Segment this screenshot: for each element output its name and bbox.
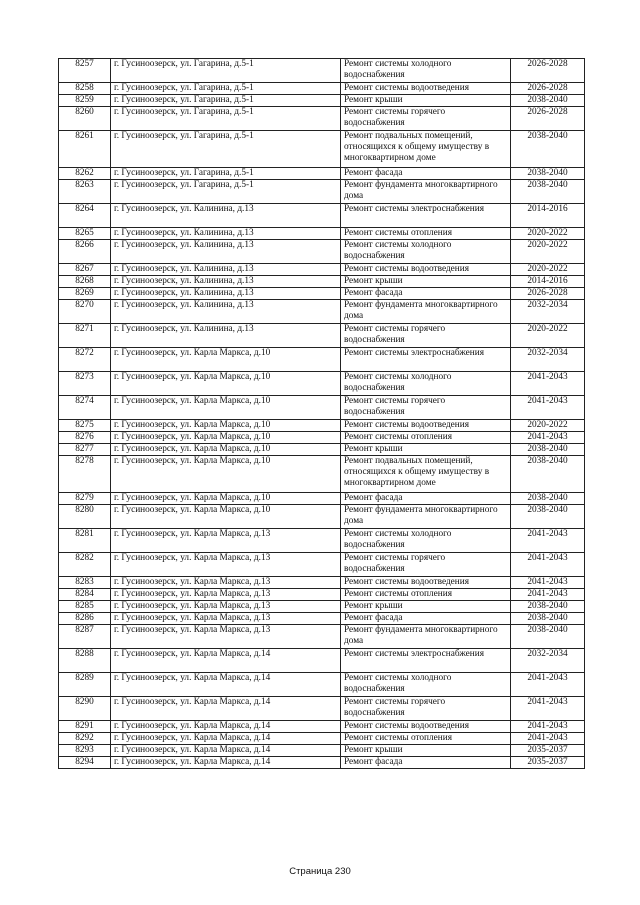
row-number-cell: 8262 [59,168,111,180]
work-type-cell: Ремонт системы холодного водоснабжения [341,372,511,396]
row-number-cell: 8274 [59,396,111,420]
row-number-cell: 8275 [59,420,111,432]
address-cell: г. Гусиноозерск, ул. Гагарина, д.5-1 [111,107,341,131]
row-number-cell: 8287 [59,625,111,649]
work-type-cell: Ремонт системы электроснабжения [341,649,511,673]
address-cell: г. Гусиноозерск, ул. Карла Маркса, д.14 [111,697,341,721]
address-cell: г. Гусиноозерск, ул. Калинина, д.13 [111,276,341,288]
address-cell: г. Гусиноозерск, ул. Карла Маркса, д.14 [111,733,341,745]
table-row [59,733,585,745]
period-cell: 2032-2034 [511,649,585,673]
address-cell: г. Гусиноозерск, ул. Калинина, д.13 [111,240,341,264]
period-cell: 2038-2040 [511,456,585,493]
address-cell: г. Гусиноозерск, ул. Карла Маркса, д.10 [111,348,341,372]
work-type-cell: Ремонт системы холодного водоснабжения [341,59,511,83]
period-cell: 2041-2043 [511,589,585,601]
work-type-cell: Ремонт системы горячего водоснабжения [341,697,511,721]
table-row [59,348,585,372]
work-type-cell: Ремонт системы отопления [341,589,511,601]
period-cell: 2014-2016 [511,204,585,228]
address-cell: г. Гусиноозерск, ул. Калинина, д.13 [111,204,341,228]
row-number-cell: 8271 [59,324,111,348]
table-row [59,721,585,733]
address-cell: г. Гусиноозерск, ул. Карла Маркса, д.13 [111,577,341,589]
period-cell: 2032-2034 [511,348,585,372]
row-number-cell: 8291 [59,721,111,733]
row-number-cell: 8294 [59,757,111,769]
period-cell: 2038-2040 [511,493,585,505]
row-number-cell: 8266 [59,240,111,264]
row-number-cell: 8293 [59,745,111,757]
row-number-cell: 8267 [59,264,111,276]
period-cell: 2038-2040 [511,505,585,529]
period-cell: 2041-2043 [511,673,585,697]
period-cell: 2041-2043 [511,577,585,589]
table-row [59,613,585,625]
row-number-cell: 8286 [59,613,111,625]
row-number-cell: 8276 [59,432,111,444]
table-row [59,432,585,444]
row-number-cell: 8264 [59,204,111,228]
work-type-cell: Ремонт системы водоотведения [341,721,511,733]
row-number-cell: 8281 [59,529,111,553]
table-row [59,529,585,553]
work-type-cell: Ремонт системы холодного водоснабжения [341,529,511,553]
work-type-cell: Ремонт системы водоотведения [341,83,511,95]
table-row [59,493,585,505]
address-cell: г. Гусиноозерск, ул. Карла Маркса, д.13 [111,601,341,613]
table-row [59,83,585,95]
address-cell: г. Гусиноозерск, ул. Карла Маркса, д.14 [111,721,341,733]
work-type-cell: Ремонт системы горячего водоснабжения [341,107,511,131]
address-cell: г. Гусиноозерск, ул. Карла Маркса, д.13 [111,553,341,577]
period-cell: 2041-2043 [511,697,585,721]
period-cell: 2041-2043 [511,372,585,396]
address-cell: г. Гусиноозерск, ул. Карла Маркса, д.14 [111,649,341,673]
address-cell: г. Гусиноозерск, ул. Карла Маркса, д.10 [111,420,341,432]
work-type-cell: Ремонт системы горячего водоснабжения [341,324,511,348]
period-cell: 2020-2022 [511,264,585,276]
row-number-cell: 8279 [59,493,111,505]
table-row [59,131,585,168]
period-cell: 2020-2022 [511,324,585,348]
work-type-cell: Ремонт системы горячего водоснабжения [341,396,511,420]
address-cell: г. Гусиноозерск, ул. Гагарина, д.5-1 [111,131,341,168]
table-row [59,456,585,493]
row-number-cell: 8273 [59,372,111,396]
work-type-cell: Ремонт крыши [341,95,511,107]
address-cell: г. Гусиноозерск, ул. Карла Маркса, д.13 [111,529,341,553]
work-type-cell: Ремонт системы электроснабжения [341,348,511,372]
address-cell: г. Гусиноозерск, ул. Гагарина, д.5-1 [111,59,341,83]
work-type-cell: Ремонт крыши [341,276,511,288]
row-number-cell: 8269 [59,288,111,300]
address-cell: г. Гусиноозерск, ул. Карла Маркса, д.14 [111,673,341,697]
table-row [59,505,585,529]
row-number-cell: 8282 [59,553,111,577]
work-type-cell: Ремонт фасада [341,288,511,300]
address-cell: г. Гусиноозерск, ул. Калинина, д.13 [111,228,341,240]
address-cell: г. Гусиноозерск, ул. Карла Маркса, д.10 [111,505,341,529]
work-type-cell: Ремонт крыши [341,745,511,757]
work-type-cell: Ремонт фундамента многоквартирного дома [341,625,511,649]
address-cell: г. Гусиноозерск, ул. Карла Маркса, д.14 [111,757,341,769]
table-row [59,372,585,396]
address-cell: г. Гусиноозерск, ул. Карла Маркса, д.10 [111,432,341,444]
row-number-cell: 8277 [59,444,111,456]
row-number-cell: 8257 [59,59,111,83]
work-type-cell: Ремонт системы холодного водоснабжения [341,240,511,264]
address-cell: г. Гусиноозерск, ул. Карла Маркса, д.10 [111,493,341,505]
row-number-cell: 8270 [59,300,111,324]
period-cell: 2035-2037 [511,745,585,757]
period-cell: 2020-2022 [511,228,585,240]
address-cell: г. Гусиноозерск, ул. Калинина, д.13 [111,264,341,276]
period-cell: 2041-2043 [511,432,585,444]
work-type-cell: Ремонт системы отопления [341,432,511,444]
row-number-cell: 8278 [59,456,111,493]
table-row [59,757,585,769]
address-cell: г. Гусиноозерск, ул. Карла Маркса, д.13 [111,589,341,601]
period-cell: 2038-2040 [511,95,585,107]
table-row [59,324,585,348]
period-cell: 2020-2022 [511,420,585,432]
table-row [59,276,585,288]
work-type-cell: Ремонт подвальных помещений, относящихся к общему имуществу в многоквартирном доме [341,456,511,493]
period-cell: 2041-2043 [511,721,585,733]
table-row [59,589,585,601]
work-type-cell: Ремонт крыши [341,444,511,456]
address-cell: г. Гусиноозерск, ул. Карла Маркса, д.10 [111,372,341,396]
work-type-cell: Ремонт подвальных помещений, относящихся к общему имуществу в многоквартирном доме [341,131,511,168]
row-number-cell: 8268 [59,276,111,288]
table-row [59,577,585,589]
table-row [59,95,585,107]
row-number-cell: 8258 [59,83,111,95]
table-row [59,697,585,721]
work-type-cell: Ремонт фундамента многоквартирного дома [341,505,511,529]
address-cell: г. Гусиноозерск, ул. Гагарина, д.5-1 [111,180,341,204]
work-type-cell: Ремонт системы холодного водоснабжения [341,673,511,697]
table-row [59,59,585,83]
row-number-cell: 8272 [59,348,111,372]
work-type-cell: Ремонт фасада [341,493,511,505]
period-cell: 2038-2040 [511,625,585,649]
work-type-cell: Ремонт системы водоотведения [341,577,511,589]
work-type-cell: Ремонт крыши [341,601,511,613]
table-row [59,396,585,420]
row-number-cell: 8289 [59,673,111,697]
period-cell: 2038-2040 [511,168,585,180]
period-cell: 2038-2040 [511,601,585,613]
work-type-cell: Ремонт системы горячего водоснабжения [341,553,511,577]
table-row [59,625,585,649]
table-row [59,553,585,577]
table-row [59,180,585,204]
period-cell: 2020-2022 [511,240,585,264]
address-cell: г. Гусиноозерск, ул. Калинина, д.13 [111,288,341,300]
address-cell: г. Гусиноозерск, ул. Гагарина, д.5-1 [111,95,341,107]
row-number-cell: 8284 [59,589,111,601]
address-cell: г. Гусиноозерск, ул. Карла Маркса, д.13 [111,625,341,649]
row-number-cell: 8283 [59,577,111,589]
period-cell: 2038-2040 [511,444,585,456]
table-row [59,240,585,264]
period-cell: 2026-2028 [511,288,585,300]
row-number-cell: 8288 [59,649,111,673]
table-row [59,204,585,228]
period-cell: 2026-2028 [511,107,585,131]
table-row [59,673,585,697]
work-type-cell: Ремонт системы отопления [341,228,511,240]
table-row [59,107,585,131]
table-row [59,168,585,180]
address-cell: г. Гусиноозерск, ул. Карла Маркса, д.10 [111,396,341,420]
row-number-cell: 8261 [59,131,111,168]
table-row [59,228,585,240]
period-cell: 2032-2034 [511,300,585,324]
address-cell: г. Гусиноозерск, ул. Калинина, д.13 [111,324,341,348]
row-number-cell: 8280 [59,505,111,529]
work-type-cell: Ремонт фасада [341,613,511,625]
period-cell: 2041-2043 [511,553,585,577]
period-cell: 2038-2040 [511,180,585,204]
work-type-cell: Ремонт фасада [341,168,511,180]
work-type-cell: Ремонт фасада [341,757,511,769]
address-cell: г. Гусиноозерск, ул. Карла Маркса, д.13 [111,613,341,625]
address-cell: г. Гусиноозерск, ул. Гагарина, д.5-1 [111,83,341,95]
work-type-cell: Ремонт фундамента многоквартирного дома [341,180,511,204]
table-row [59,601,585,613]
page-number: Страница 230 [289,866,351,877]
row-number-cell: 8292 [59,733,111,745]
work-type-cell: Ремонт системы электроснабжения [341,204,511,228]
address-cell: г. Гусиноозерск, ул. Калинина, д.13 [111,300,341,324]
row-number-cell: 8263 [59,180,111,204]
row-number-cell: 8260 [59,107,111,131]
row-number-cell: 8285 [59,601,111,613]
address-cell: г. Гусиноозерск, ул. Карла Маркса, д.10 [111,456,341,493]
period-cell: 2026-2028 [511,83,585,95]
work-type-cell: Ремонт системы водоотведения [341,264,511,276]
table-row [59,444,585,456]
period-cell: 2041-2043 [511,733,585,745]
table-row [59,745,585,757]
row-number-cell: 8265 [59,228,111,240]
table-row [59,649,585,673]
address-cell: г. Гусиноозерск, ул. Карла Маркса, д.10 [111,444,341,456]
period-cell: 2038-2040 [511,613,585,625]
period-cell: 2035-2037 [511,757,585,769]
period-cell: 2026-2028 [511,59,585,83]
work-type-cell: Ремонт системы отопления [341,733,511,745]
period-cell: 2041-2043 [511,529,585,553]
period-cell: 2041-2043 [511,396,585,420]
row-number-cell: 8259 [59,95,111,107]
row-number-cell: 8290 [59,697,111,721]
work-schedule-table [58,58,585,769]
table-row [59,288,585,300]
table-row [59,420,585,432]
table-row [59,264,585,276]
period-cell: 2014-2016 [511,276,585,288]
table-body [59,59,585,769]
address-cell: г. Гусиноозерск, ул. Карла Маркса, д.14 [111,745,341,757]
table-row [59,300,585,324]
work-type-cell: Ремонт системы водоотведения [341,420,511,432]
work-type-cell: Ремонт фундамента многоквартирного дома [341,300,511,324]
address-cell: г. Гусиноозерск, ул. Гагарина, д.5-1 [111,168,341,180]
period-cell: 2038-2040 [511,131,585,168]
